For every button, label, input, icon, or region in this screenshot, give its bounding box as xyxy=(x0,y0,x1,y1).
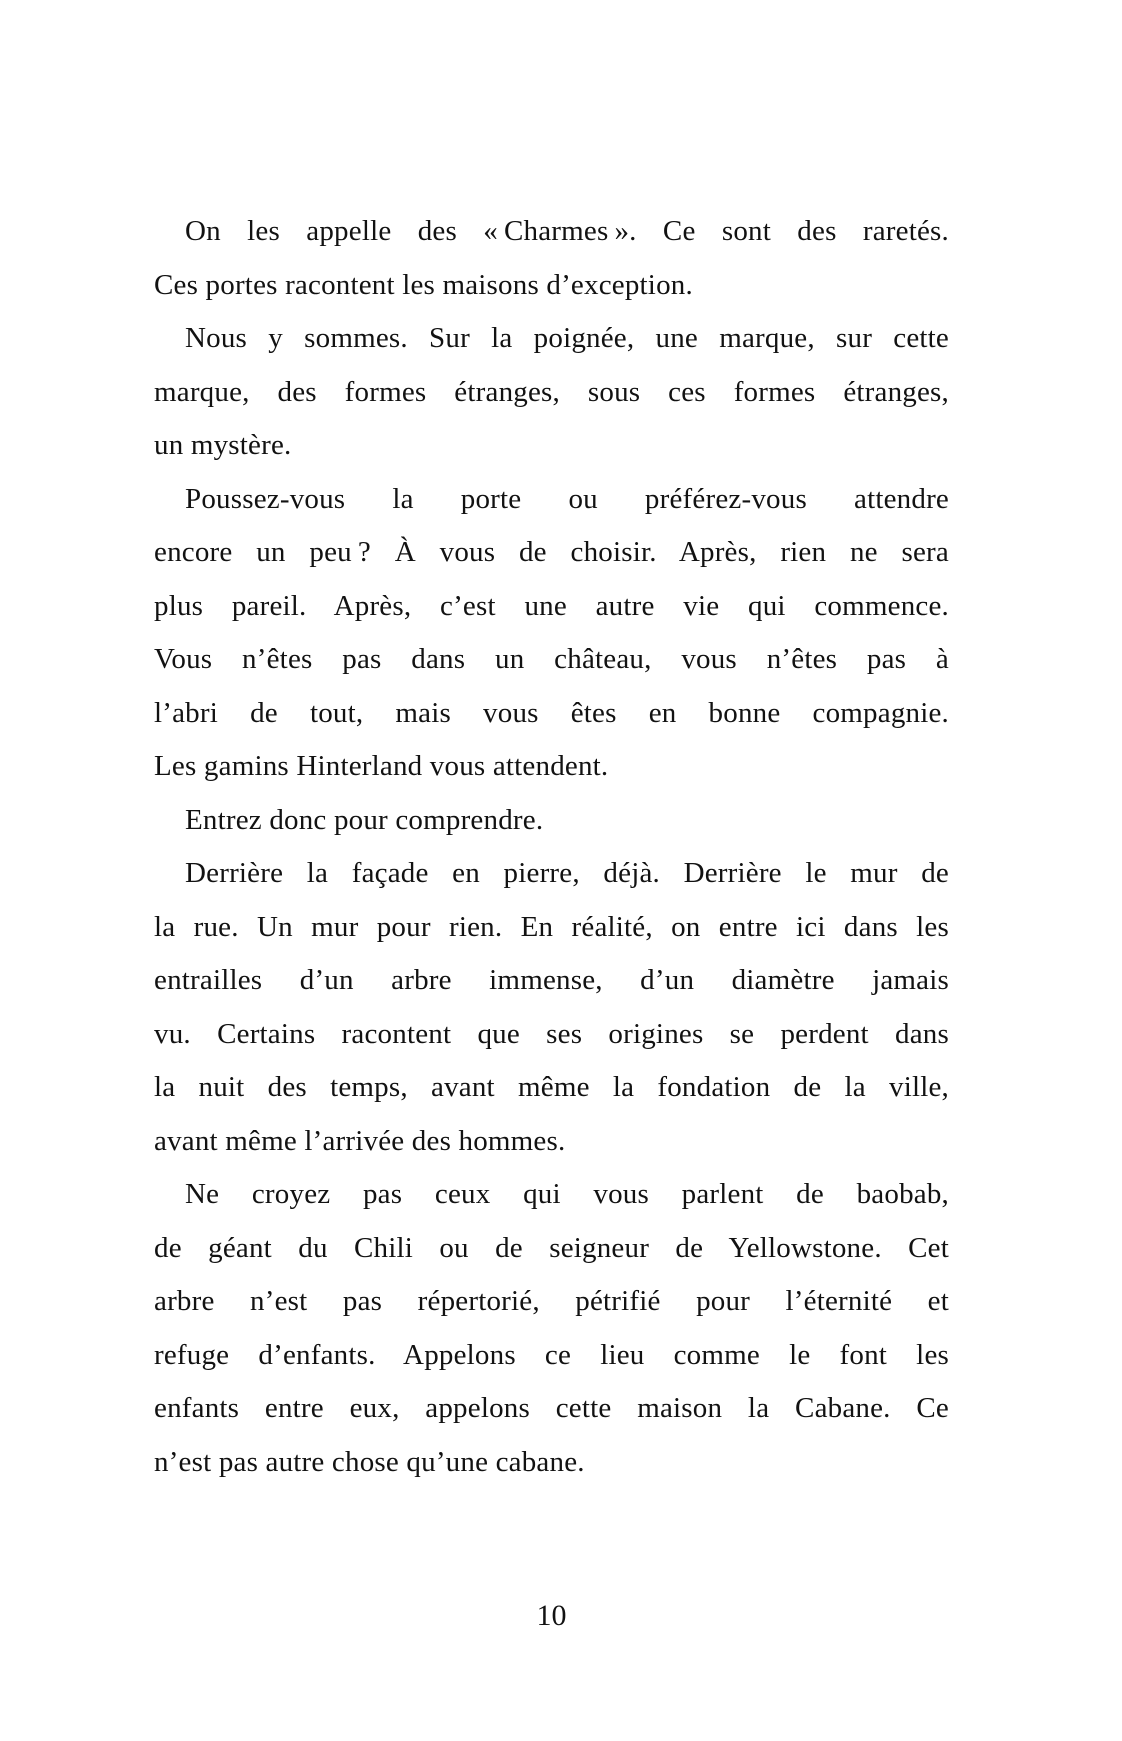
text-line: n’est pas autre chose qu’une cabane. xyxy=(154,1445,585,1478)
text-line: entrailles d’un arbre immense, d’un diamètre jamais xyxy=(154,964,949,996)
paragraph xyxy=(154,794,949,848)
paragraph xyxy=(154,312,949,473)
text-line: avant même l’arrivée des hommes. xyxy=(154,1124,566,1157)
text-line: refuge d’enfants. Appelons ce lieu comme le font les xyxy=(154,1338,949,1371)
text-line: arbre n’est pas répertorié, pétrifié pour l’éternité et xyxy=(154,1285,949,1317)
page-number: 10 xyxy=(536,1599,567,1632)
text-line: Derrière la façade en pierre, déjà. Derrière le mur de xyxy=(185,857,949,889)
page-body-text xyxy=(154,205,949,1489)
text-line: Nous y sommes. Sur la poignée, une marque, sur cette xyxy=(185,322,949,354)
text-line: Les gamins Hinterland vous attendent. xyxy=(154,750,609,782)
text-line: Entrez donc pour comprendre. xyxy=(185,803,544,836)
text-line: Vous n’êtes pas dans un château, vous n’êtes pas à xyxy=(154,643,949,675)
text-line: Ne croyez pas ceux qui vous parlent de baobab, xyxy=(185,1178,949,1210)
text-line: enfants entre eux, appelons cette maison la Cabane. Ce xyxy=(154,1392,949,1424)
text-line: vu. Certains racontent que ses origines se perdent dans xyxy=(154,1017,949,1050)
text-line: marque, des formes étranges, sous ces formes étranges, xyxy=(154,375,949,408)
text-line: Poussez-vous la porte ou préférez-vous attendre xyxy=(185,482,949,515)
text-line: l’abri de tout, mais vous êtes en bonne compagnie. xyxy=(154,696,949,729)
text-line: de géant du Chili ou de seigneur de Yellowstone. Cet xyxy=(154,1231,949,1264)
text-line: Ces portes racontent les maisons d’exception. xyxy=(154,268,693,301)
paragraph xyxy=(154,473,949,794)
paragraph xyxy=(154,847,949,1168)
text-line: la nuit des temps, avant même la fondation de la ville, xyxy=(154,1071,949,1103)
text-line: un mystère. xyxy=(154,429,292,461)
text-line: On les appelle des « Charmes ». Ce sont des raretés. xyxy=(185,215,949,247)
text-line: encore un peu ? À vous de choisir. Après, rien ne sera xyxy=(154,536,949,568)
paragraph xyxy=(154,1168,949,1489)
paragraph xyxy=(154,205,949,312)
text-line: plus pareil. Après, c’est une autre vie qui commence. xyxy=(154,589,949,622)
text-line: la rue. Un mur pour rien. En réalité, on entre ici dans les xyxy=(154,910,949,943)
